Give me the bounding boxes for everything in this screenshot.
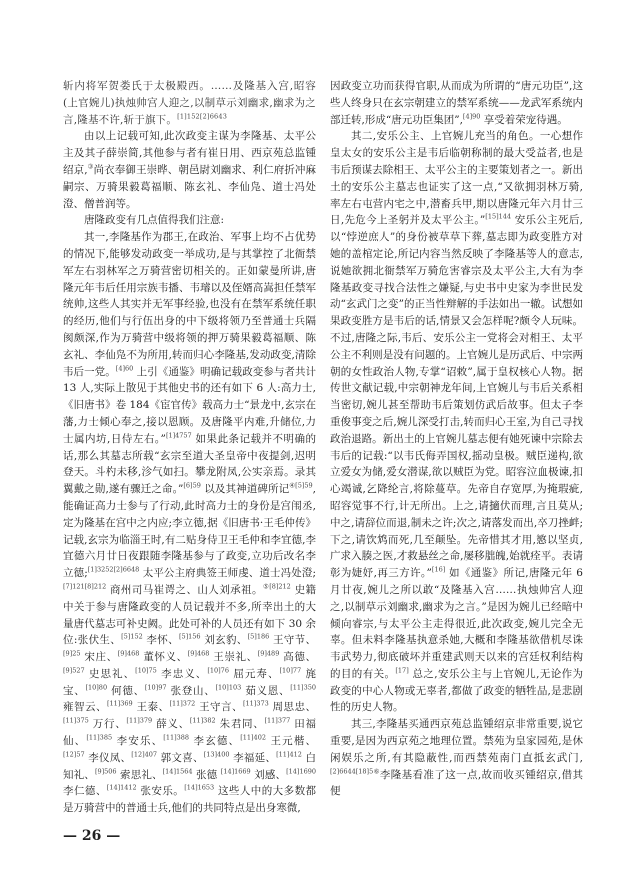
citation-reference: [5]156 [178, 632, 201, 641]
paragraph-text: 旄宝、 [63, 667, 317, 697]
paragraph-text: 万行、 [88, 718, 127, 731]
citation-reference: [9]468 [187, 649, 210, 658]
paragraph-text: 商州司马崔谔之、山人刘承祖。 [106, 583, 263, 596]
citation-reference: [11]385 [86, 733, 113, 742]
paragraph-text: 周思忠、 [268, 701, 317, 714]
paragraph-text: 如果此条记载并不明确的话,那么其墓志所载“玄宗至道大圣皇帝中夜提剑,迟明登天。斗杓未移,沴气如扫。攀龙附凤,公实亲焉。录其翼戴之勋,遂有骤迁之命。” [63, 432, 316, 496]
citation-reference: ③ [87, 162, 94, 171]
paragraph-text: 雍智云、 [63, 701, 107, 714]
paragraph-text: 王崇礼、 [209, 651, 258, 664]
paragraph-text: 因政变立功而获得官职,从而成为所谓的“唐元功臣”,这些人终身只在玄宗朝建立的禁军系统——龙武军系统内部迁转,形成“唐元功臣集团”, [330, 80, 583, 126]
citation-reference: [10]103 [215, 683, 242, 692]
left-text-column [63, 78, 316, 817]
citation-reference: [9]25 [63, 649, 81, 658]
citation-reference: ④[5]59 [289, 481, 313, 490]
citation-reference: [11]372 [169, 699, 196, 708]
right-text-column [330, 78, 583, 800]
paragraph-text: 如《通鉴》所记,唐隆元年 6 月廿夜,婉儿之所以敢“及隆基入宫……执烛帅宫人迎之,以制草示刘幽求,幽求为之言。”是因为婉儿已经暗中倾向睿宗,与太平公主走得很近,此次政变,婉儿完全无辜。但未料李隆基执意杀她,大概和李隆基欲借机尽诛韦武势力,彻底破坏并重建武则天以来的宫廷权利结构的目的有关。 [330, 567, 583, 680]
paragraph-text: 李怀、 [142, 634, 179, 647]
paragraph-text: 李仪凤、 [84, 751, 132, 764]
paragraph-text: 史思礼、 [84, 667, 136, 680]
paragraph-text: 由以上记载可知,此次政变主谋为李隆基、太平公主及其子薛崇简,其他参与者有崔日用、西京苑总监锺绍京, [63, 130, 316, 176]
paragraph-text: 史籍中关于参与唐隆政变的人员记载并不多,所幸出土的大量唐代墓志可补史阙。此处可补的人员还有如下 30 余位:张伏生、 [63, 583, 316, 647]
citation-reference: [14]1690 [286, 767, 316, 776]
citation-reference: [11]375 [63, 716, 89, 725]
citation-reference: [14]1653 [184, 783, 215, 792]
paragraph [330, 78, 583, 128]
paragraph-text: 这些人中的大多数都是万骑营中的普通士兵,他们的共同特点是出身寒微, [63, 785, 317, 815]
citation-reference: [9]468 [117, 649, 140, 658]
citation-reference: [15]144 [485, 212, 512, 221]
paragraph-text: 上引《通鉴》明确记载政变参与者共计 13 人,实际上散见于其他史书的还有如下 6 人:高力士,《旧唐书》卷 184《宦官传》载高力士“景龙中,玄宗在藩,力士倾心奉之,接以恩顾。及唐隆平内难,升储位,力士属内坊,日侍左右。” [63, 365, 317, 445]
paragraph-text: 太平公主府典签王师虔、道士冯处澄; [139, 567, 316, 580]
paragraph-text: 田福仙、 [63, 718, 316, 748]
citation-reference: [11]350 [290, 683, 316, 692]
paragraph-text: 刘玄豹、 [200, 634, 248, 647]
citation-reference: [13]400 [203, 750, 230, 759]
citation-reference: [4]60 [115, 364, 134, 373]
paragraph-text: 总之,安乐公主与上官婉儿,无论作为政变的中心人物或无辜者,都做了政变的牺牲品,是悲剧性的历史人物。 [330, 667, 584, 714]
citation-reference: [1]3252[2]6648 [87, 565, 140, 574]
citation-reference: [14]1564 [162, 767, 193, 776]
paragraph-text: 李安乐、 [112, 735, 164, 748]
paragraph-text: 李福延、 [229, 751, 277, 764]
paragraph-text: 李玄德、 [189, 735, 241, 748]
paragraph [330, 128, 583, 716]
citation-reference: [6]59 [183, 481, 201, 490]
left-column-wrapper [63, 78, 316, 865]
paragraph-text: 何德、 [107, 684, 145, 697]
paragraph-text: 张登山、 [166, 684, 216, 697]
citation-reference: ⑥ [373, 767, 380, 776]
citation-reference: [11]402 [240, 733, 266, 742]
citation-reference: [12]57 [63, 750, 85, 759]
paragraph-text: 其二,安乐公主、上官婉儿充当的角色。一心想作皇太女的安乐公主是韦后临朝称制的最大受益者,也是韦后预谋去除相王、太平公主的主要策划者之一。新出土的安乐公主墓志也证实了这一点,“又欲拥羽林万骑,率左右屯营内宅之中,潜畜兵甲,期以唐隆元年六月廿三日,先危今上圣躬并及太平公主。” [330, 130, 583, 227]
paragraph-text: 李仁德、 [63, 785, 107, 798]
citation-reference: [1]152[2]6643 [177, 112, 228, 121]
citation-reference: [4]90 [462, 112, 481, 121]
citation-reference: [7]121[8]212 [63, 582, 107, 591]
citation-reference: [10]76 [207, 666, 229, 675]
paragraph-text: 以及其神道碑所记 [200, 483, 290, 496]
citation-reference: [11]369 [106, 699, 133, 708]
paragraph-text: 王守言、 [195, 701, 243, 714]
paragraph-text: ,能确证高力士参与了行动,此时高力士的身份是宫闱丞,定为隆基在宫中之内应;李立德,据《旧唐书·王毛仲传》记载,玄宗为临淄王时,有二贴身侍卫王毛仲和李宜德,李宜德六月廿日夜跟随李隆基参与了政变,立功后改名李立德; [63, 483, 316, 580]
citation-reference: [5]186 [247, 632, 270, 641]
citation-reference: [10]80 [85, 683, 108, 692]
citation-reference: [14]1669 [220, 767, 251, 776]
paragraph-text: 董怀义、 [139, 651, 188, 664]
citation-reference: [11]382 [189, 716, 216, 725]
paragraph [63, 212, 316, 229]
paragraph-text: 高德、 [279, 651, 316, 664]
paragraph-text: 尚衣奉御王崇晔、朝邑尉刘幽求、利仁府折冲麻嗣宗、万骑果毅葛福顺、陈玄礼、李仙凫、道士冯处澄、僧普润等。 [63, 163, 317, 210]
block-quote [63, 78, 316, 128]
paragraph-text: 李忠义、 [156, 667, 208, 680]
paragraph-text: 其三,李隆基买通西京苑总监锺绍京非常重要,说它重要,是因为西京苑之地理位置。禁苑为皇家园苑,是休闲娱乐之所,有其隐蔽性,而西禁苑南门直抵玄武门, [330, 718, 583, 764]
paragraph-text: 唐隆政变有几点值得我们注意: [84, 214, 225, 227]
paragraph-text: 茹义恩、 [241, 684, 291, 697]
citation-reference: [14]1412 [106, 783, 137, 792]
citation-reference: [9]506 [94, 767, 117, 776]
citation-reference: [11]412 [276, 750, 302, 759]
citation-reference: [5]152 [121, 632, 143, 641]
citation-reference: [11]373 [242, 699, 269, 708]
paragraph-text: 斩内将军贺娄氏于太极殿西。……及隆基入宫,昭容(上官婉儿)执烛帅宫人迎之,以制草示刘幽求,幽求为之言,隆基不许,斩于旗下。 [63, 80, 316, 126]
citation-reference: [10]75 [135, 666, 157, 675]
citation-reference: [12]407 [131, 750, 158, 759]
paragraph-text: 宋庄、 [80, 651, 118, 664]
paragraph-text: 郭文喜、 [157, 751, 204, 764]
citation-reference: [16] [431, 565, 446, 574]
citation-reference: [2]6644[18]5 [330, 767, 374, 776]
paragraph-text: 张安乐。 [136, 785, 185, 798]
paragraph-text: 薛义、 [152, 718, 190, 731]
citation-reference: [9]489 [257, 649, 280, 658]
paragraph-text: 王元楷、 [265, 735, 316, 748]
citation-reference: [17] [395, 666, 409, 675]
citation-reference: [10]97 [144, 683, 167, 692]
citation-reference: [1]4757 [165, 431, 192, 440]
paragraph [330, 716, 583, 800]
citation-reference: [11]379 [126, 716, 153, 725]
paragraph-text: 李隆基看准了这一点,故而收买锺绍京,借其便 [330, 768, 583, 798]
citation-reference: [11]377 [264, 716, 291, 725]
paragraph [63, 128, 316, 212]
paragraph-text: 王泰、 [132, 701, 170, 714]
paragraph-text: 白知礼、 [63, 751, 316, 781]
paragraph-text: 屈元寿、 [228, 667, 280, 680]
paragraph-text: 安乐公主死后,以“悖逆庶人”的身份被草草下葬,墓志即为政变胜方对她的盖棺定论,所记内容当然反映了李隆基等人的意志,说她欲拥北衙禁军万骑危害睿宗及太平公主,大有为李隆基政变寻找合法性之嫌疑,与史书中史家为李世民发动“玄武门之变”的正当性辩解的手法如出一辙。试想如果政变胜方是韦后的话,情景又会怎样呢?颇令人玩味。不过,唐隆之际,韦后、安乐公主一党将会对相王、太平公主不利则是没有问题的。上官婉儿是历武后、中宗两朝的女性政治人物,专掌“诏敕”,属于皇权核心人物。据传世文献记载,中宗朝神龙年间,上官婉儿与韦后关系相当密切,婉儿甚至帮助韦后策划仿武后故事。但太子李重俊事变之后,婉儿深受打击,转而归心王室,为自己寻找政治退路。新出土的上官婉儿墓志便有她死谏中宗除去韦后的记载:“以韦氏侮弄国权,摇动皇极。贼臣递构,欲立爱女为储,爱女潜谋,欲以贼臣为党。昭容泣血极谏,扣心竭诚,乞降纶言,将除蔓草。先帝自存宽厚,为掩瑕疵,昭容觉事不行,计无所出。上之,请擿伏而理,言且莫从;中之,请辞位而退,制未之许;次之,请落发而出,卒刀挫衅;下之,请饮鸩而死,几至颠坠。先帝惜其才用,慜以坚贞,广求入腠之医,才救悬丝之命,屡移朏魄,始就痊平。表请彰为婕妤,再三方许。” [330, 214, 583, 580]
paragraph-text: 索思礼、 [116, 768, 163, 781]
paragraph [63, 229, 316, 817]
page-number: — 26 — [63, 828, 121, 845]
paragraph-text: 朱君同、 [215, 718, 265, 731]
paragraph-text: 享受着荣宠待遇。 [480, 113, 568, 126]
paragraph-text: 张德 [192, 768, 221, 781]
paragraph-text: 王守节、 [269, 634, 316, 647]
citation-reference: [10]77 [279, 666, 302, 675]
citation-reference: ⑤[8]212 [262, 582, 291, 591]
paragraph-text: 刘感、 [250, 768, 287, 781]
paragraph-text: 其一,李隆基作为郡王,在政治、军事上均不占优势的情况下,能够发动政变一举成功,是与其掌控了北衙禁军左右羽林军之万骑营密切相关的。正如蒙曼所讲,唐隆元年韦后任用宗族韦播、韦璿以及侄婿高嵩担任禁军统帅,这些人其实并无军事经验,也没有在禁军系统任职的经历,他们与行伍出身的中下级将领乃至普通士兵隔阂颇深,作为万骑营中级将领的押万骑果毅葛福顺、陈玄礼、李仙凫不为所用,转而归心李隆基,发动政变,清除韦后一党。 [63, 231, 316, 378]
citation-reference: [11]388 [163, 733, 190, 742]
citation-reference: [9]527 [63, 666, 85, 675]
